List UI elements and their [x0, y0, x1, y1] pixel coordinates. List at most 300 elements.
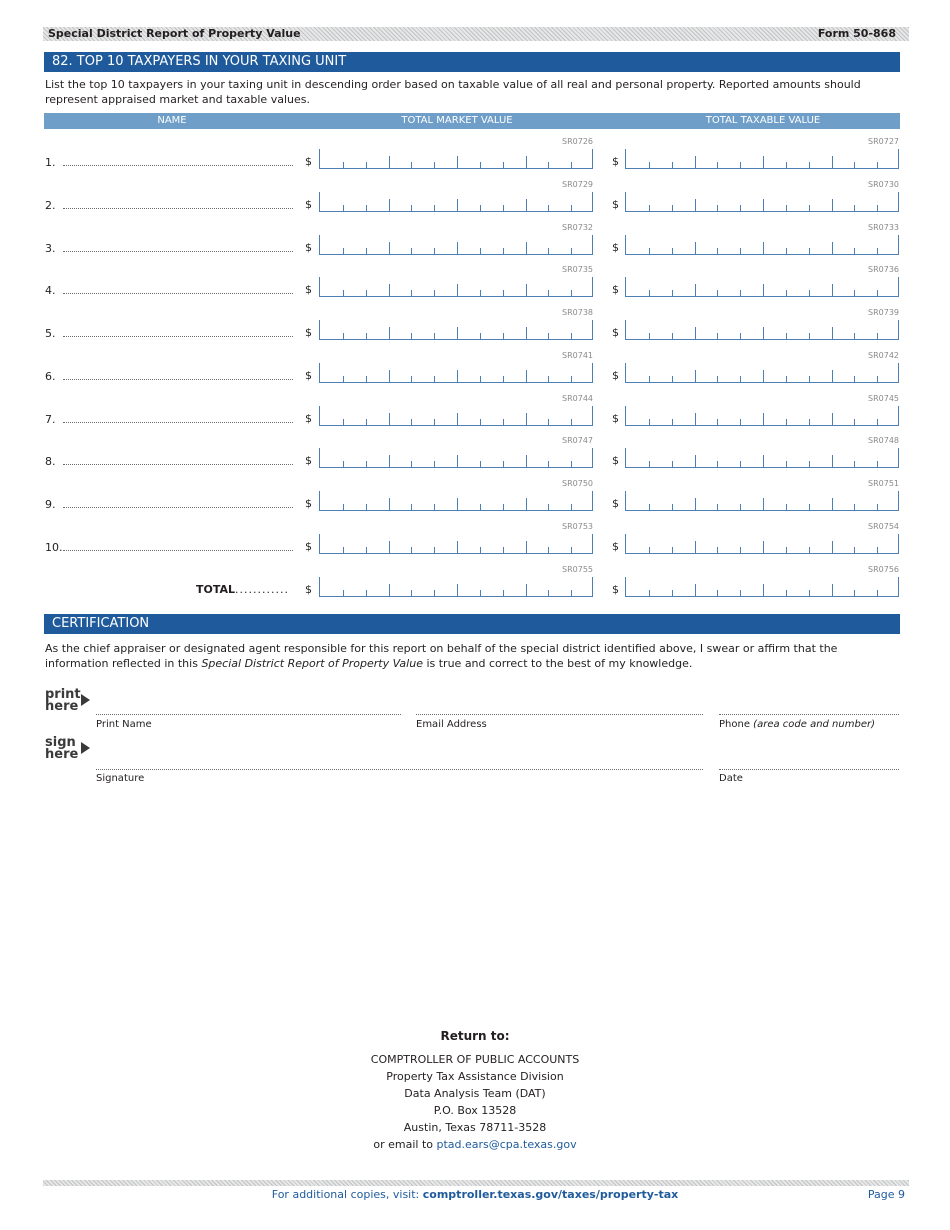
- digit-divider: [786, 590, 787, 596]
- total-market-value-field[interactable]: [319, 577, 593, 597]
- taxpayer-row: [0, 478, 950, 521]
- return-address-line: Property Tax Assistance Division: [386, 1070, 564, 1083]
- digit-divider: [740, 547, 741, 553]
- market-value-field[interactable]: [319, 534, 593, 554]
- digit-divider: [457, 242, 458, 254]
- row-number: 7.: [45, 413, 56, 426]
- date-label: Date: [719, 773, 743, 784]
- digit-divider: [457, 156, 458, 168]
- taxable-value-field[interactable]: [625, 363, 899, 383]
- digit-divider: [877, 547, 878, 553]
- digit-divider: [786, 205, 787, 211]
- digit-divider: [809, 248, 810, 254]
- taxable-currency-symbol: $: [612, 412, 619, 425]
- market-value-field[interactable]: [319, 491, 593, 511]
- digit-divider: [526, 327, 527, 339]
- digit-divider: [832, 199, 833, 211]
- market-value-field[interactable]: [319, 149, 593, 169]
- digit-divider: [434, 547, 435, 553]
- taxpayer-row: [0, 222, 950, 265]
- digit-divider: [854, 333, 855, 339]
- digit-divider: [877, 333, 878, 339]
- digit-divider: [832, 455, 833, 467]
- digit-divider: [832, 327, 833, 339]
- digit-divider: [763, 327, 764, 339]
- digit-divider: [480, 419, 481, 425]
- print-name-field[interactable]: [96, 714, 401, 715]
- digit-divider: [434, 333, 435, 339]
- digit-divider: [503, 248, 504, 254]
- row-number: 4.: [45, 284, 56, 297]
- digit-divider: [649, 248, 650, 254]
- digit-divider: [480, 248, 481, 254]
- taxable-value-field[interactable]: [625, 491, 899, 511]
- digit-divider: [763, 584, 764, 596]
- total-label: [196, 583, 289, 596]
- taxable-value-field[interactable]: [625, 149, 899, 169]
- sign-here-stamp: [45, 737, 78, 761]
- digit-divider: [411, 248, 412, 254]
- digit-divider: [548, 290, 549, 296]
- digit-divider: [695, 584, 696, 596]
- taxable-field-code: SR0736: [868, 265, 899, 274]
- digit-divider: [809, 205, 810, 211]
- taxable-value-field[interactable]: [625, 192, 899, 212]
- digit-divider: [672, 290, 673, 296]
- digit-divider: [649, 590, 650, 596]
- digit-divider: [809, 290, 810, 296]
- row-number: 9.: [45, 498, 56, 511]
- return-email-line: [0, 1136, 950, 1153]
- digit-divider: [503, 376, 504, 382]
- market-field-code: SR0744: [562, 394, 593, 403]
- digit-divider: [672, 205, 673, 211]
- certification-title: CERTIFICATION: [44, 614, 900, 634]
- digit-divider: [503, 547, 504, 553]
- taxable-currency-symbol: $: [612, 241, 619, 254]
- digit-divider: [649, 547, 650, 553]
- digit-divider: [809, 590, 810, 596]
- digit-divider: [832, 584, 833, 596]
- digit-divider: [480, 205, 481, 211]
- digit-divider: [877, 590, 878, 596]
- taxable-currency-symbol: $: [612, 454, 619, 467]
- digit-divider: [411, 376, 412, 382]
- digit-divider: [854, 162, 855, 168]
- return-to-block: [0, 1028, 950, 1153]
- taxpayer-row: [0, 179, 950, 222]
- digit-divider: [672, 333, 673, 339]
- page-number: Page 9: [867, 1188, 905, 1201]
- digit-divider: [366, 376, 367, 382]
- digit-divider: [343, 333, 344, 339]
- market-field-code: SR0735: [562, 265, 593, 274]
- digit-divider: [366, 590, 367, 596]
- digit-divider: [695, 327, 696, 339]
- market-field-code: SR0738: [562, 308, 593, 317]
- digit-divider: [389, 199, 390, 211]
- digit-divider: [503, 162, 504, 168]
- print-here-word-1: print: [45, 687, 81, 702]
- digit-divider: [763, 370, 764, 382]
- digit-divider: [854, 376, 855, 382]
- digit-divider: [389, 327, 390, 339]
- section-82-title: 82. TOP 10 TAXPAYERS IN YOUR TAXING UNIT: [44, 52, 900, 72]
- market-field-code: SR0741: [562, 351, 593, 360]
- digit-divider: [854, 590, 855, 596]
- digit-divider: [649, 205, 650, 211]
- digit-divider: [548, 376, 549, 382]
- market-currency-symbol: $: [305, 454, 312, 467]
- total-label-text: TOTAL: [196, 583, 236, 596]
- digit-divider: [526, 541, 527, 553]
- digit-divider: [480, 162, 481, 168]
- digit-divider: [854, 205, 855, 211]
- taxpayer-name-field[interactable]: [63, 422, 293, 423]
- taxpayer-name-field[interactable]: [63, 293, 293, 294]
- taxpayer-row: [0, 350, 950, 393]
- taxable-currency-symbol: $: [612, 198, 619, 211]
- email-address-label: Email Address: [416, 719, 487, 730]
- phone-field[interactable]: [719, 714, 899, 715]
- taxable-value-field[interactable]: [625, 534, 899, 554]
- digit-divider: [366, 419, 367, 425]
- market-field-code: SR0750: [562, 479, 593, 488]
- taxable-currency-symbol: $: [612, 369, 619, 382]
- digit-divider: [434, 162, 435, 168]
- market-currency-symbol: $: [305, 326, 312, 339]
- digit-divider: [672, 376, 673, 382]
- digit-divider: [786, 461, 787, 467]
- digit-divider: [832, 413, 833, 425]
- digit-divider: [877, 205, 878, 211]
- digit-divider: [649, 504, 650, 510]
- digit-divider: [571, 333, 572, 339]
- certification-form-name: Special District Report of Property Value: [201, 657, 423, 670]
- row-number: 6.: [45, 370, 56, 383]
- digit-divider: [854, 461, 855, 467]
- digit-divider: [695, 413, 696, 425]
- email-address-field[interactable]: [416, 714, 703, 715]
- taxable-value-field[interactable]: [625, 277, 899, 297]
- return-email-link[interactable]: ptad.ears@cpa.texas.gov: [436, 1138, 577, 1151]
- digit-divider: [786, 290, 787, 296]
- digit-divider: [649, 461, 650, 467]
- digit-divider: [571, 162, 572, 168]
- digit-divider: [763, 413, 764, 425]
- digit-divider: [571, 248, 572, 254]
- digit-divider: [717, 547, 718, 553]
- digit-divider: [740, 162, 741, 168]
- digit-divider: [503, 205, 504, 211]
- market-currency-symbol: $: [305, 198, 312, 211]
- digit-divider: [343, 205, 344, 211]
- digit-divider: [389, 284, 390, 296]
- certification-text-before: As the chief appraiser or designated agent responsible for this report on behalf of the special district identified above, I swear or affirm that the information reflected in this: [45, 642, 838, 670]
- taxable-field-code: SR0739: [868, 308, 899, 317]
- taxable-value-field[interactable]: [625, 235, 899, 255]
- digit-divider: [434, 461, 435, 467]
- digit-divider: [548, 547, 549, 553]
- digit-divider: [832, 284, 833, 296]
- taxpayer-name-field[interactable]: [63, 464, 293, 465]
- digit-divider: [695, 541, 696, 553]
- digit-divider: [717, 162, 718, 168]
- digit-divider: [649, 419, 650, 425]
- taxpayer-name-field[interactable]: [63, 208, 293, 209]
- digit-divider: [526, 498, 527, 510]
- digit-divider: [548, 205, 549, 211]
- digit-divider: [434, 504, 435, 510]
- row-number: 3.: [45, 242, 56, 255]
- market-field-code: SR0729: [562, 180, 593, 189]
- digit-divider: [763, 199, 764, 211]
- taxpayer-name-field[interactable]: [63, 550, 293, 551]
- digit-divider: [717, 333, 718, 339]
- digit-divider: [480, 290, 481, 296]
- digit-divider: [389, 541, 390, 553]
- digit-divider: [740, 376, 741, 382]
- digit-divider: [786, 333, 787, 339]
- digit-divider: [695, 370, 696, 382]
- digit-divider: [571, 504, 572, 510]
- digit-divider: [526, 156, 527, 168]
- total-row: [0, 564, 950, 607]
- sign-here-word-1: sign: [45, 735, 76, 750]
- digit-divider: [526, 413, 527, 425]
- digit-divider: [366, 504, 367, 510]
- digit-divider: [503, 419, 504, 425]
- print-name-label: Print Name: [96, 719, 152, 730]
- digit-divider: [526, 455, 527, 467]
- digit-divider: [457, 370, 458, 382]
- market-value-field[interactable]: [319, 363, 593, 383]
- row-number: 2.: [45, 199, 56, 212]
- digit-divider: [571, 290, 572, 296]
- digit-divider: [649, 333, 650, 339]
- taxable-field-code: SR0730: [868, 180, 899, 189]
- digit-divider: [649, 376, 650, 382]
- footer-copies-link[interactable]: comptroller.texas.gov/taxes/property-tax: [422, 1188, 679, 1201]
- footer-copies: [0, 1188, 950, 1201]
- market-currency-symbol: $: [305, 283, 312, 296]
- digit-divider: [809, 162, 810, 168]
- return-address-line: P.O. Box 13528: [433, 1104, 517, 1117]
- digit-divider: [740, 461, 741, 467]
- digit-divider: [366, 205, 367, 211]
- row-number: 8.: [45, 455, 56, 468]
- digit-divider: [480, 547, 481, 553]
- digit-divider: [366, 290, 367, 296]
- certification-statement: [45, 641, 895, 671]
- digit-divider: [809, 333, 810, 339]
- return-address-line: COMPTROLLER OF PUBLIC ACCOUNTS: [370, 1053, 580, 1066]
- digit-divider: [717, 461, 718, 467]
- market-currency-symbol: $: [305, 412, 312, 425]
- return-email-prefix: or email to: [373, 1138, 437, 1151]
- market-currency-symbol: $: [305, 241, 312, 254]
- market-value-field[interactable]: [319, 320, 593, 340]
- taxpayer-row: [0, 264, 950, 307]
- digit-divider: [832, 498, 833, 510]
- digit-divider: [877, 290, 878, 296]
- taxpayer-name-field[interactable]: [63, 336, 293, 337]
- market-value-field[interactable]: [319, 192, 593, 212]
- taxable-value-field[interactable]: [625, 406, 899, 426]
- digit-divider: [434, 590, 435, 596]
- digit-divider: [832, 541, 833, 553]
- digit-divider: [480, 590, 481, 596]
- digit-divider: [649, 290, 650, 296]
- digit-divider: [786, 162, 787, 168]
- signature-field[interactable]: [96, 769, 703, 770]
- taxpayer-name-field[interactable]: [63, 165, 293, 166]
- digit-divider: [411, 590, 412, 596]
- taxpayer-row: [0, 435, 950, 478]
- digit-divider: [695, 498, 696, 510]
- digit-divider: [548, 590, 549, 596]
- digit-divider: [717, 590, 718, 596]
- digit-divider: [457, 584, 458, 596]
- digit-divider: [763, 284, 764, 296]
- digit-divider: [854, 419, 855, 425]
- row-number: 5.: [45, 327, 56, 340]
- taxpayer-row: [0, 521, 950, 564]
- total-market-field-code: SR0755: [562, 565, 593, 574]
- digit-divider: [717, 504, 718, 510]
- digit-divider: [717, 419, 718, 425]
- taxable-currency-symbol: $: [612, 540, 619, 553]
- arrow-right-icon: [81, 694, 90, 706]
- digit-divider: [526, 584, 527, 596]
- row-number: 10.: [45, 541, 63, 554]
- digit-divider: [877, 504, 878, 510]
- taxable-currency-symbol: $: [612, 155, 619, 168]
- taxable-field-code: SR0751: [868, 479, 899, 488]
- column-header-market-value: TOTAL MARKET VALUE: [401, 115, 513, 126]
- print-here-stamp: [45, 689, 81, 713]
- market-value-field[interactable]: [319, 448, 593, 468]
- digit-divider: [786, 248, 787, 254]
- digit-divider: [809, 419, 810, 425]
- taxable-value-field[interactable]: [625, 320, 899, 340]
- digit-divider: [434, 376, 435, 382]
- digit-divider: [503, 590, 504, 596]
- taxpayer-row: [0, 393, 950, 436]
- digit-divider: [672, 590, 673, 596]
- taxpayer-name-field[interactable]: [63, 251, 293, 252]
- digit-divider: [740, 248, 741, 254]
- digit-divider: [526, 199, 527, 211]
- digit-divider: [548, 333, 549, 339]
- market-value-field[interactable]: [319, 235, 593, 255]
- column-header-name: NAME: [157, 115, 187, 126]
- digit-divider: [571, 376, 572, 382]
- digit-divider: [389, 455, 390, 467]
- digit-divider: [548, 248, 549, 254]
- taxable-currency-symbol: $: [612, 497, 619, 510]
- phone-label: [719, 719, 875, 730]
- digit-divider: [503, 333, 504, 339]
- digit-divider: [343, 419, 344, 425]
- digit-divider: [877, 461, 878, 467]
- taxpayer-name-field[interactable]: [63, 507, 293, 508]
- digit-divider: [786, 419, 787, 425]
- digit-divider: [672, 162, 673, 168]
- digit-divider: [503, 461, 504, 467]
- digit-divider: [548, 419, 549, 425]
- digit-divider: [740, 419, 741, 425]
- certification-text-after: is true and correct to the best of my knowledge.: [422, 657, 693, 670]
- digit-divider: [832, 242, 833, 254]
- digit-divider: [877, 376, 878, 382]
- taxable-value-field[interactable]: [625, 448, 899, 468]
- row-number: 1.: [45, 156, 56, 169]
- digit-divider: [366, 162, 367, 168]
- market-currency-symbol: $: [305, 155, 312, 168]
- digit-divider: [854, 290, 855, 296]
- digit-divider: [434, 290, 435, 296]
- digit-divider: [480, 504, 481, 510]
- phone-label-note: (area code and number): [753, 719, 875, 730]
- total-label-dots: ............: [235, 583, 289, 596]
- digit-divider: [740, 333, 741, 339]
- digit-divider: [389, 370, 390, 382]
- digit-divider: [740, 590, 741, 596]
- taxpayer-name-field[interactable]: [63, 379, 293, 380]
- market-value-field[interactable]: [319, 277, 593, 297]
- market-field-code: SR0732: [562, 223, 593, 232]
- sign-here-word-2: here: [45, 747, 79, 762]
- digit-divider: [503, 290, 504, 296]
- taxable-field-code: SR0742: [868, 351, 899, 360]
- digit-divider: [526, 242, 527, 254]
- taxable-field-code: SR0727: [868, 137, 899, 146]
- digit-divider: [343, 504, 344, 510]
- arrow-right-icon: [81, 742, 90, 754]
- digit-divider: [877, 419, 878, 425]
- digit-divider: [763, 541, 764, 553]
- digit-divider: [763, 498, 764, 510]
- digit-divider: [343, 162, 344, 168]
- digit-divider: [854, 248, 855, 254]
- market-currency-symbol: $: [305, 369, 312, 382]
- digit-divider: [809, 461, 810, 467]
- digit-divider: [695, 242, 696, 254]
- form-title: Special District Report of Property Value: [48, 27, 301, 40]
- digit-divider: [763, 242, 764, 254]
- digit-divider: [389, 498, 390, 510]
- digit-divider: [526, 284, 527, 296]
- digit-divider: [717, 248, 718, 254]
- date-field[interactable]: [719, 769, 899, 770]
- footer-copies-prefix: For additional copies, visit:: [271, 1188, 423, 1201]
- digit-divider: [434, 205, 435, 211]
- market-value-field[interactable]: [319, 406, 593, 426]
- taxable-field-code: SR0745: [868, 394, 899, 403]
- taxable-field-code: SR0754: [868, 522, 899, 531]
- total-taxable-value-field[interactable]: [625, 577, 899, 597]
- market-currency-symbol: $: [305, 540, 312, 553]
- market-field-code: SR0726: [562, 137, 593, 146]
- footer-band: [43, 1180, 909, 1186]
- digit-divider: [763, 455, 764, 467]
- digit-divider: [717, 205, 718, 211]
- taxpayer-row: [0, 136, 950, 179]
- digit-divider: [480, 333, 481, 339]
- digit-divider: [695, 284, 696, 296]
- taxable-field-code: SR0748: [868, 436, 899, 445]
